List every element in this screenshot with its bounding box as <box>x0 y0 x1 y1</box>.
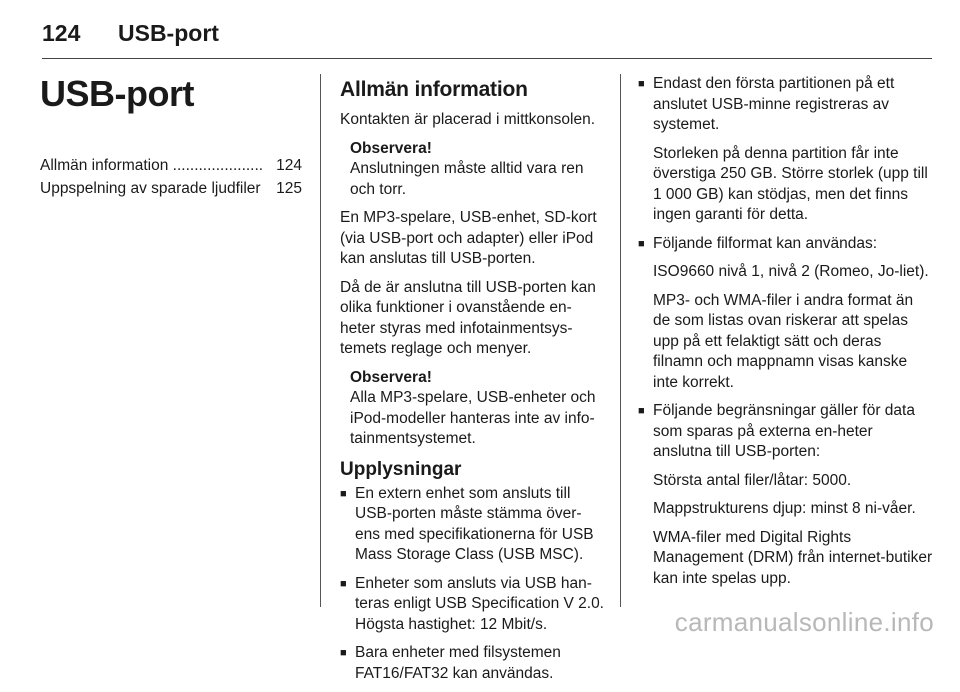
toc-entry[interactable] <box>40 177 302 200</box>
list-item-detail: MP3- och WMA-filer i andra format än de som listas ovan riskerar att spelas upp på ett felaktigt sätt och deras filnamn och mappnamn visas kanske inte korrekt. <box>653 291 914 391</box>
toc-page: 124 <box>276 157 302 174</box>
note-box <box>350 368 606 450</box>
details-column <box>638 74 934 597</box>
toc-page: 125 <box>276 180 302 197</box>
list-item-text: Bara enheter med filsystemen FAT16/FAT32 kan användas. <box>355 644 561 682</box>
watermark: carmanualsonline.info <box>674 607 934 637</box>
paragraph: Då de är anslutna till USB-porten kan olika funktioner i ovanstående en-heter styras med infotainmentsys-temets reglage och menyer. <box>340 278 596 357</box>
note-text: Anslutningen måste alltid vara ren och torr. <box>350 160 584 198</box>
note-label: Observera! <box>350 368 432 386</box>
list-item-detail: ISO9660 nivå 1, nivå 2 (Romeo, Jo-liet). <box>653 263 929 280</box>
bullet-icon: ■ <box>638 78 645 90</box>
bullet-icon: ■ <box>340 647 347 659</box>
section-title: Allmän information <box>340 78 528 101</box>
note-label: Observera! <box>350 139 432 157</box>
list-item-text: En extern enhet som ansluts till USB-porten måste stämma över-ens med specifikationerna för USB Mass Storage Class (USB MSC). <box>355 484 594 563</box>
list-item <box>340 643 606 684</box>
general-info-column <box>340 74 606 692</box>
toc-label: Allmän information ..................... <box>40 157 264 174</box>
chapter-column <box>40 74 302 200</box>
list-item-detail: Största antal filer/låtar: 5000. <box>653 471 852 489</box>
chapter-title: USB-port <box>40 73 194 114</box>
list-item-detail: Storleken på denna partition får inte överstiga 250 GB. Större storlek (upp till 1 000 GB) kan stödjas, men det finns ingen garanti för detta. <box>653 144 928 223</box>
note-text: Alla MP3-spelare, USB-enheter och iPod-modeller hanteras inte av info-tainmentsystemet. <box>350 389 596 447</box>
list-item-text: Följande begränsningar gäller för data som sparas på externa en-heter anslutna till USB-porten: <box>653 402 915 460</box>
bullet-icon: ■ <box>340 577 347 590</box>
bullet-icon: ■ <box>638 237 645 250</box>
bullet-icon: ■ <box>340 487 347 500</box>
list-item-detail: WMA-filer med Digital Rights Management (DRM) från internet-butiker kan inte spelas upp. <box>653 528 933 587</box>
list-item-text: Följande filformat kan användas: <box>653 234 878 252</box>
note-box <box>350 139 606 201</box>
list-item <box>340 574 606 636</box>
page-number: 124 <box>42 20 81 46</box>
list-item <box>638 401 934 463</box>
paragraph: En MP3-spelare, USB-enhet, SD-kort (via USB-port och adapter) eller iPod kan anslutas till USB-porten. <box>340 209 597 267</box>
page-header <box>42 14 932 54</box>
list-item <box>638 74 934 136</box>
list-item <box>638 234 934 255</box>
list-item-detail: Mappstrukturens djup: minst 8 ni-våer. <box>653 500 916 517</box>
bullet-icon: ■ <box>638 405 645 417</box>
header-divider <box>42 58 932 59</box>
toc-label: Uppspelning av sparade ljudfiler <box>40 180 261 197</box>
list-item-text: Enheter som ansluts via USB han-teras enligt USB Specification V 2.0. Högsta hastighet: 12 Mbit/s. <box>355 574 604 633</box>
subsection-title: Upplysningar <box>340 458 462 480</box>
header-title: USB-port <box>118 20 219 46</box>
column-divider <box>620 74 621 607</box>
toc-entry[interactable] <box>40 154 302 177</box>
list-item-text: Endast den första partitionen på ett anslutet USB-minne registreras av systemet. <box>653 75 895 133</box>
column-divider <box>320 74 321 607</box>
intro-text: Kontakten är placerad i mittkonsolen. <box>340 111 596 128</box>
list-item <box>340 484 606 566</box>
